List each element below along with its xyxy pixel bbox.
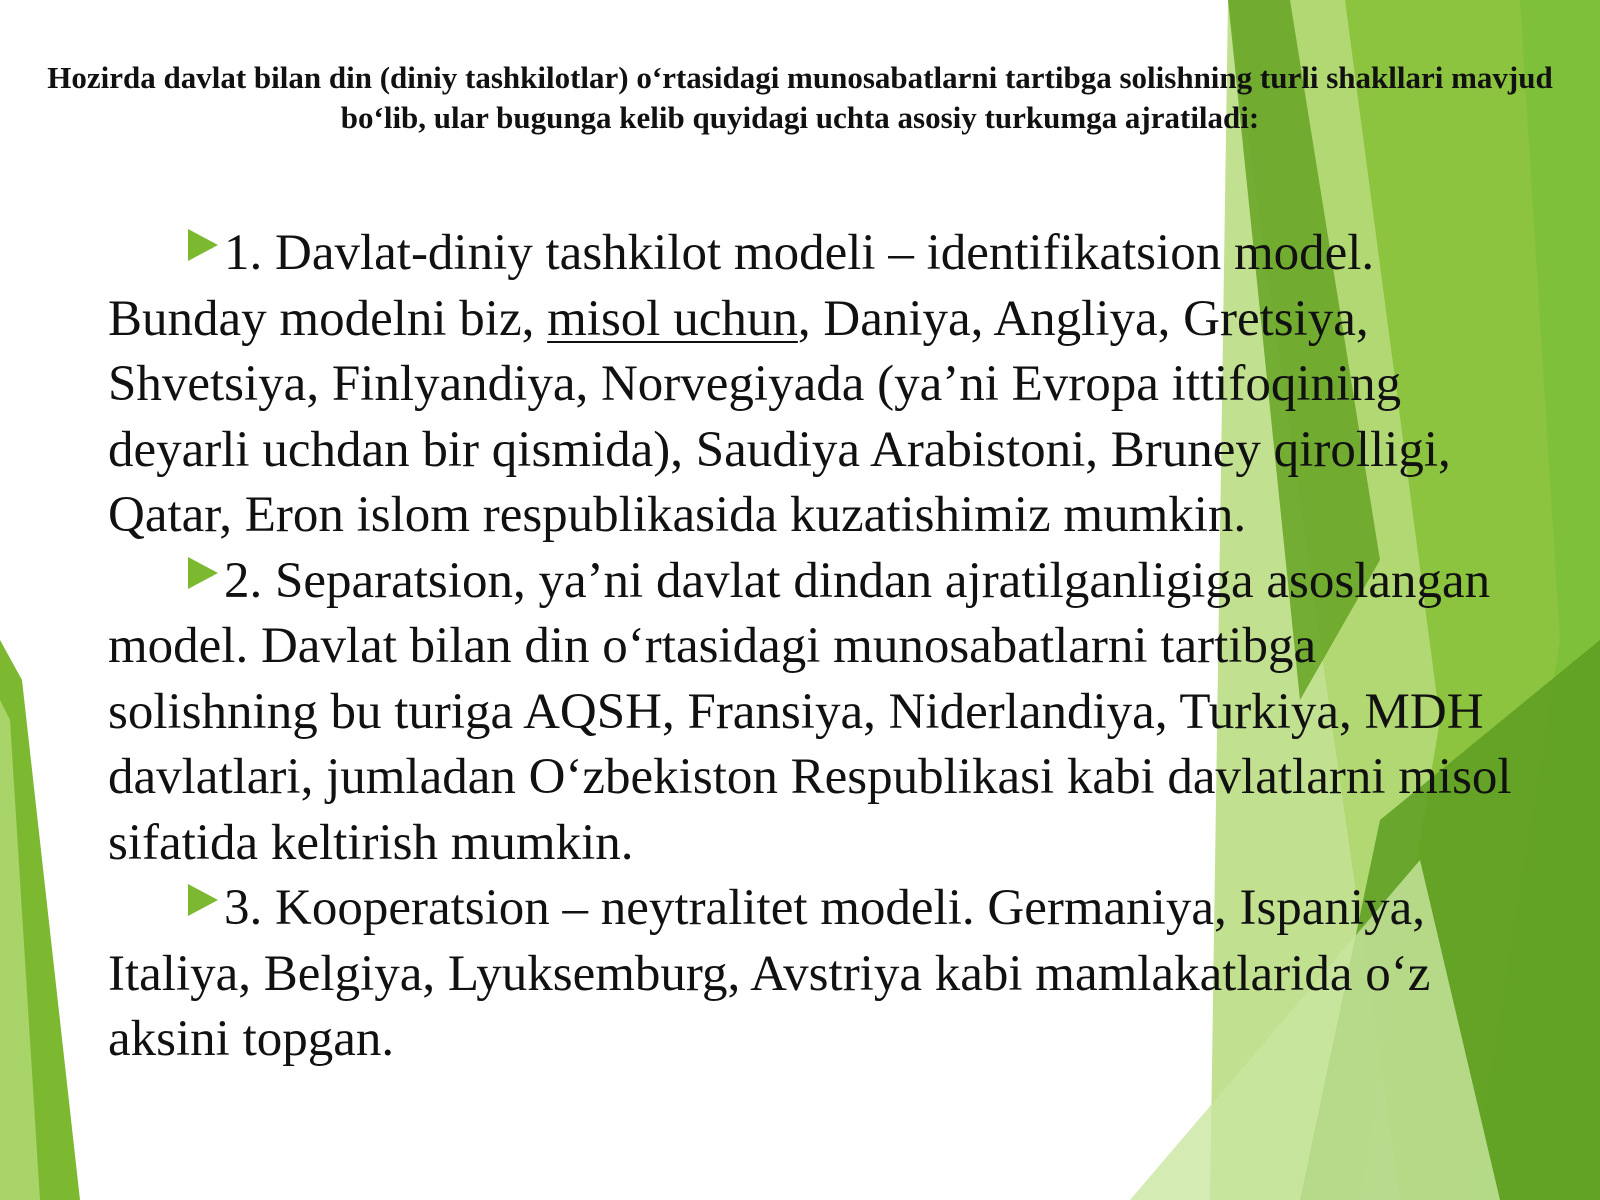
green-triangle-bullet-icon (188, 557, 218, 589)
slide-title: Hozirda davlat bilan din (diniy tashkilotlar) o‘rtasidagi munosabatlarni tartibga solishning turli shakllari mavjud bo‘lib, ular bugunga kelib quyidagi uchta asosiy turkumga ajratiladi: (47, 60, 1553, 135)
body-text (108, 221, 1528, 1073)
item-1-underlined-text: misol uchun (547, 290, 798, 347)
green-triangle-bullet-icon (188, 884, 218, 916)
item-1-text-after: , Daniya, Angliya, Gretsiya, Shvetsiya, Finlyandiya, Norvegiyada (ya’ni Evropa ittifoqining deyarli uchdan bir qismida), Saudiya Arabistoni, Bruney qirolligi, Qatar, Eron islom respublikasida kuzatishimiz mumkin. (108, 290, 1451, 543)
list-item (108, 549, 1528, 877)
item-2-text: 2. Separatsion, ya’ni davlat dindan ajratilganligiga asoslangan model. Davlat bilan din o‘rtasidagi munosabatlarni tartibga solishning bu turiga AQSH, Fransiya, Niderlandiya, Turkiya, MDH davlatlari, jumladan O‘zbekiston Respublikasi kabi davlatlarni misol sifatida keltirish mumkin. (108, 552, 1512, 871)
item-3-text: 3. Kooperatsion – neytralitet modeli. Germaniya, Ispaniya, Italiya, Belgiya, Lyuksemburg, Avstriya kabi mamlakatlarida o‘z aksini topgan. (108, 880, 1431, 1067)
green-triangle-bullet-icon (188, 229, 218, 261)
item-1-text: 1. Davlat-diniy tashkilot modeli – identifikatsion model. Bunday modelni biz, (108, 225, 1375, 347)
list-item (108, 221, 1528, 549)
list-item (108, 876, 1528, 1073)
